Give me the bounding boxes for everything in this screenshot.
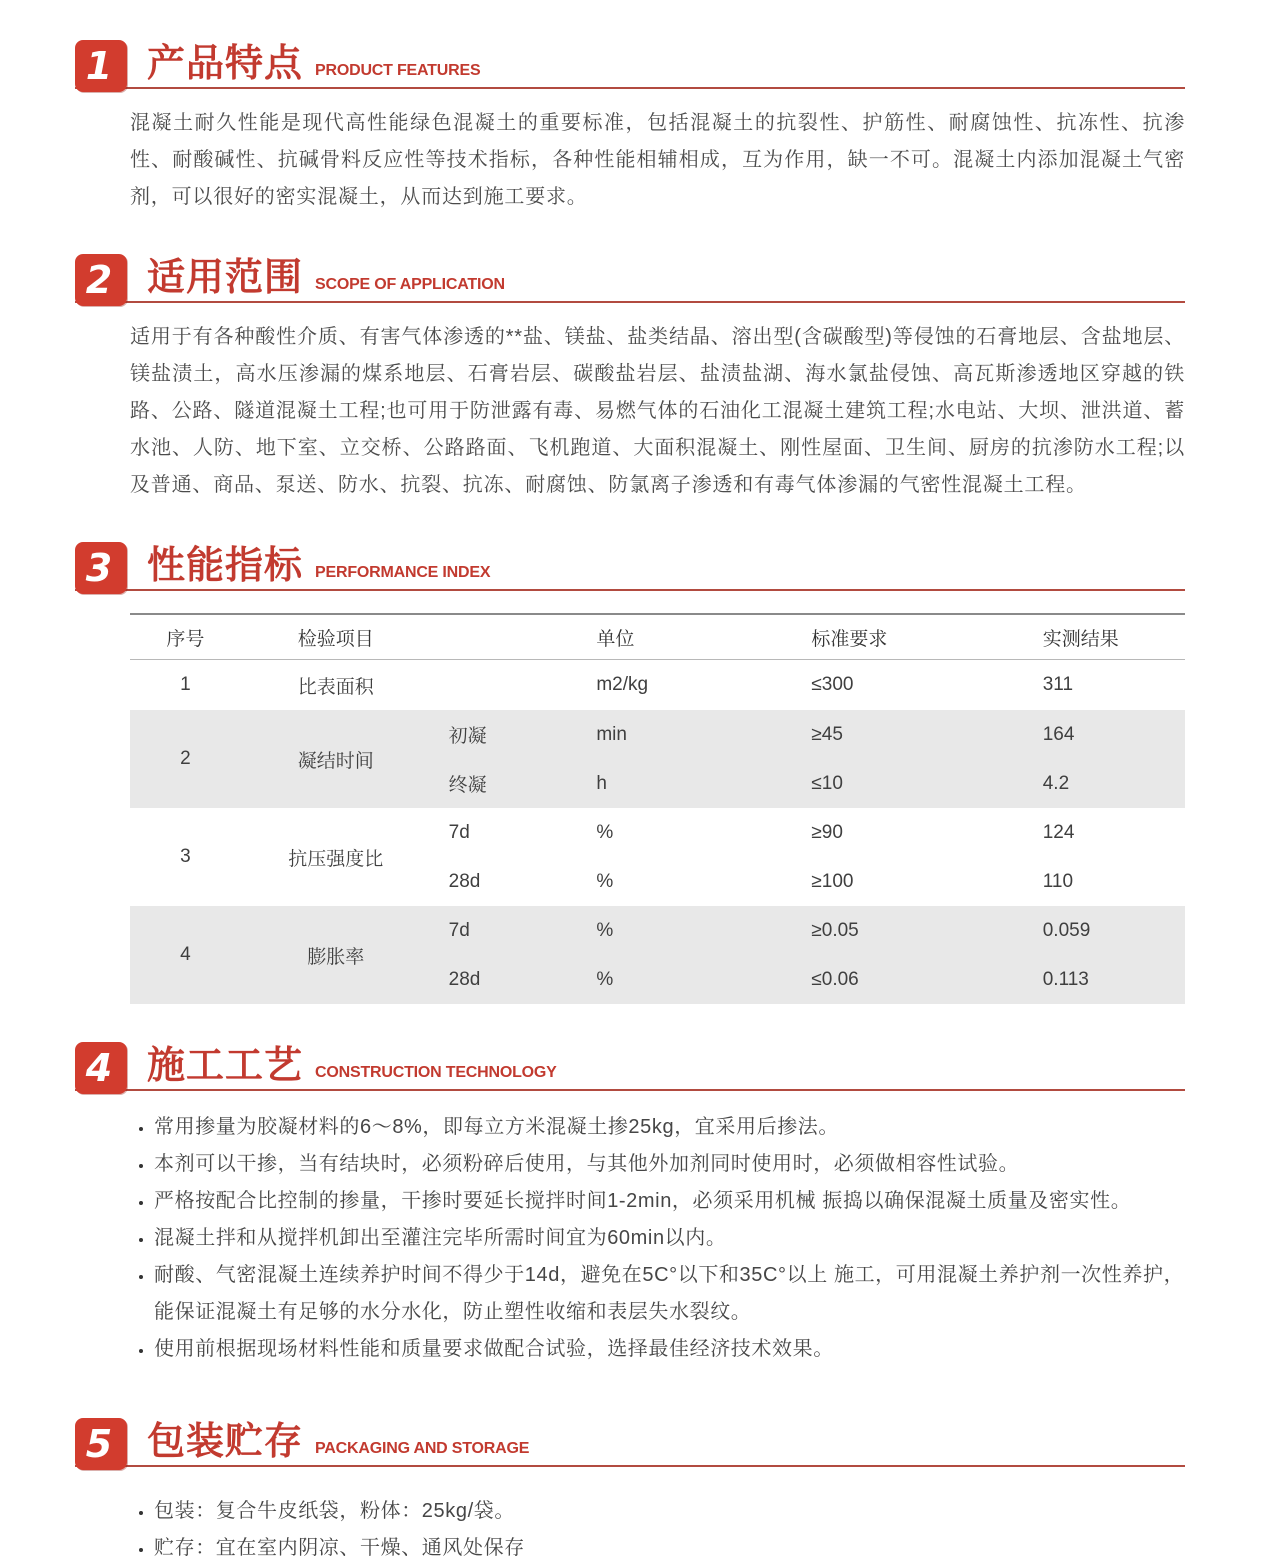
table-cell-result: 0.113 <box>1027 955 1185 1004</box>
table-row <box>130 710 1185 759</box>
section-performance-index <box>75 542 1185 1004</box>
table-cell-unit: % <box>596 821 614 843</box>
table-row <box>130 906 1185 955</box>
section-packaging-and-storage <box>75 1418 1185 1567</box>
table-cell-sub: 28d <box>448 870 481 892</box>
section-title-en: CONSTRUCTION TECHNOLOGY <box>315 1064 557 1081</box>
table-cell-item: 比表面积 <box>297 676 374 698</box>
section-scope-of-application <box>75 254 1185 504</box>
table-cell-no: 4 <box>130 906 241 1004</box>
section-title-zh: 适用范围 <box>147 257 304 299</box>
table-cell-result: 311 <box>1042 674 1074 695</box>
table-cell-req: ≤0.06 <box>789 955 1026 1004</box>
table-cell-item: 凝结时间 <box>241 710 431 808</box>
section-header <box>75 1418 1185 1467</box>
table-cell-req: ≤10 <box>789 759 1026 808</box>
table-row <box>130 660 1185 711</box>
bullet-item: • 本剂可以干掺，当有结块时，必须粉碎后使用，与其他外加剂同时使用时，必须做相容性试验。 <box>154 1146 1185 1183</box>
table-cell-unit: min <box>578 710 789 759</box>
section-header <box>75 1042 1185 1091</box>
table-cell-req: ≥0.05 <box>789 906 1026 955</box>
table-cell-unit: h <box>578 759 789 808</box>
section-number-badge <box>75 40 127 92</box>
section-number: 3 <box>85 546 113 590</box>
section-title-zh: 包装贮存 <box>147 1421 304 1463</box>
bullet-item: • 严格按配合比控制的掺量，干掺时要延长搅拌时间1-2min，必须采用机械 振捣以确保混凝土质量及密实性。 <box>154 1183 1185 1220</box>
performance-index-table <box>130 613 1185 1004</box>
construction-bullet-list <box>130 1109 1185 1368</box>
table-cell-req: ≥100 <box>811 870 854 892</box>
table-cell-unit: % <box>578 955 789 1004</box>
section-number: 2 <box>85 258 113 302</box>
table-cell-unit: % <box>578 906 789 955</box>
section-number-badge <box>75 1042 127 1094</box>
section-number: 4 <box>85 1046 113 1090</box>
table-header-item: 检验项目 <box>241 614 431 660</box>
section-title-zh: 性能指标 <box>147 545 304 587</box>
table-cell-sub: 7d <box>448 821 470 843</box>
section-title-en: PACKAGING AND STORAGE <box>315 1440 530 1457</box>
section-header <box>75 254 1185 303</box>
section-title-en: PERFORMANCE INDEX <box>315 564 491 581</box>
table-cell-no: 3 <box>180 846 191 867</box>
bullet-item: • 常用掺量为胶凝材料的6～8%，即每立方米混凝土掺25kg，宜采用后掺法。 <box>154 1109 1185 1146</box>
section-construction-technology <box>75 1042 1185 1368</box>
table-cell-sub: 7d <box>431 906 579 955</box>
table-header-result: 实测结果 <box>1027 614 1185 660</box>
section-paragraph: 混凝土耐久性能是现代高性能绿色混凝土的重要标准，包括混凝土的抗裂性、护筋性、耐腐蚀性、抗冻性、抗渗性、耐酸碱性、抗碱骨料反应性等技术指标，各种性能相辅相成，互为作用，缺一不可。混凝土内添加混凝土气密剂，可以很好的密实混凝土，从而达到施工要求。 <box>130 112 1185 208</box>
table-cell-req: ≥90 <box>811 821 843 843</box>
table-cell-unit: m2/kg <box>596 674 649 695</box>
section-product-features <box>75 40 1185 216</box>
table-header-sub <box>431 614 579 660</box>
table-header-unit: 单位 <box>578 614 789 660</box>
table-cell-result: 124 <box>1042 821 1075 843</box>
section-header <box>75 542 1185 591</box>
section-paragraph: 适用于有各种酸性介质、有害气体渗透的**盐、镁盐、盐类结晶、溶出型(含碳酸型)等侵蚀的石膏地层、含盐地层、镁盐渍土，高水压渗漏的煤系地层、石膏岩层、碳酸盐岩层、盐渍盐湖、海水氯盐侵蚀、高瓦斯渗透地区穿越的铁路、公路、隧道混凝土工程;也可用于防泄露有毒、易燃气体的石油化工混凝土建筑工程;水电站、大坝、泄洪道、蓄水池、人防、地下室、立交桥、公路路面、飞机跑道、大面积混凝土、刚性屋面、卫生间、厨房的抗渗防水工程;以及普通、商品、泵送、防水、抗裂、抗冻、耐腐蚀、防氯离子渗透和有毒气体渗漏的气密性混凝土工程。 <box>130 326 1185 496</box>
section-number-badge <box>75 542 127 594</box>
section-number-badge <box>75 254 127 306</box>
section-title-zh: 施工工艺 <box>147 1045 304 1087</box>
section-title-en: SCOPE OF APPLICATION <box>315 276 505 293</box>
section-number: 1 <box>85 44 113 88</box>
section-header <box>75 40 1185 89</box>
section-title-en: PRODUCT FEATURES <box>315 62 481 79</box>
table-row <box>130 808 1185 857</box>
table-cell-result: 0.059 <box>1027 906 1185 955</box>
table-cell-result: 110 <box>1042 870 1074 892</box>
section-title-zh: 产品特点 <box>147 43 304 85</box>
table-cell-item: 膨胀率 <box>241 906 431 1004</box>
table-cell-sub: 28d <box>431 955 579 1004</box>
bullet-item: • 贮存：宜在室内阴凉、干燥、通风处保存 <box>154 1530 1185 1567</box>
table-cell-no: 2 <box>130 710 241 808</box>
table-cell-result: 4.2 <box>1027 759 1185 808</box>
table-cell-result: 164 <box>1027 710 1185 759</box>
table-cell-req: ≤300 <box>811 674 854 695</box>
table-header-no: 序号 <box>130 614 241 660</box>
table-cell-item: 抗压强度比 <box>288 848 384 870</box>
table-cell-unit: % <box>596 870 614 892</box>
table-header-row <box>130 614 1185 660</box>
bullet-item: • 使用前根据现场材料性能和质量要求做配合试验，选择最佳经济技术效果。 <box>154 1331 1185 1368</box>
table-cell-no: 1 <box>180 674 191 695</box>
bullet-item: • 混凝土拌和从搅拌机卸出至灌注完毕所需时间宜为60min以内。 <box>154 1220 1185 1257</box>
table-cell-sub: 终凝 <box>431 759 579 808</box>
bullet-item: • 包装：复合牛皮纸袋，粉体：25kg/袋。 <box>154 1493 1185 1530</box>
bullet-item: • 耐酸、气密混凝土连续养护时间不得少于14d，避免在5C°以下和35C°以上 施工，可用混凝土养护剂一次性养护，能保证混凝土有足够的水分水化，防止塑性收缩和表层失水裂纹。 <box>154 1257 1185 1331</box>
table-cell-sub <box>431 660 579 711</box>
packaging-bullet-list <box>130 1493 1185 1567</box>
table-header-req: 标准要求 <box>789 614 1026 660</box>
section-number: 5 <box>85 1422 113 1466</box>
table-cell-req: ≥45 <box>789 710 1026 759</box>
table-cell-sub: 初凝 <box>431 710 579 759</box>
section-number-badge <box>75 1418 127 1470</box>
